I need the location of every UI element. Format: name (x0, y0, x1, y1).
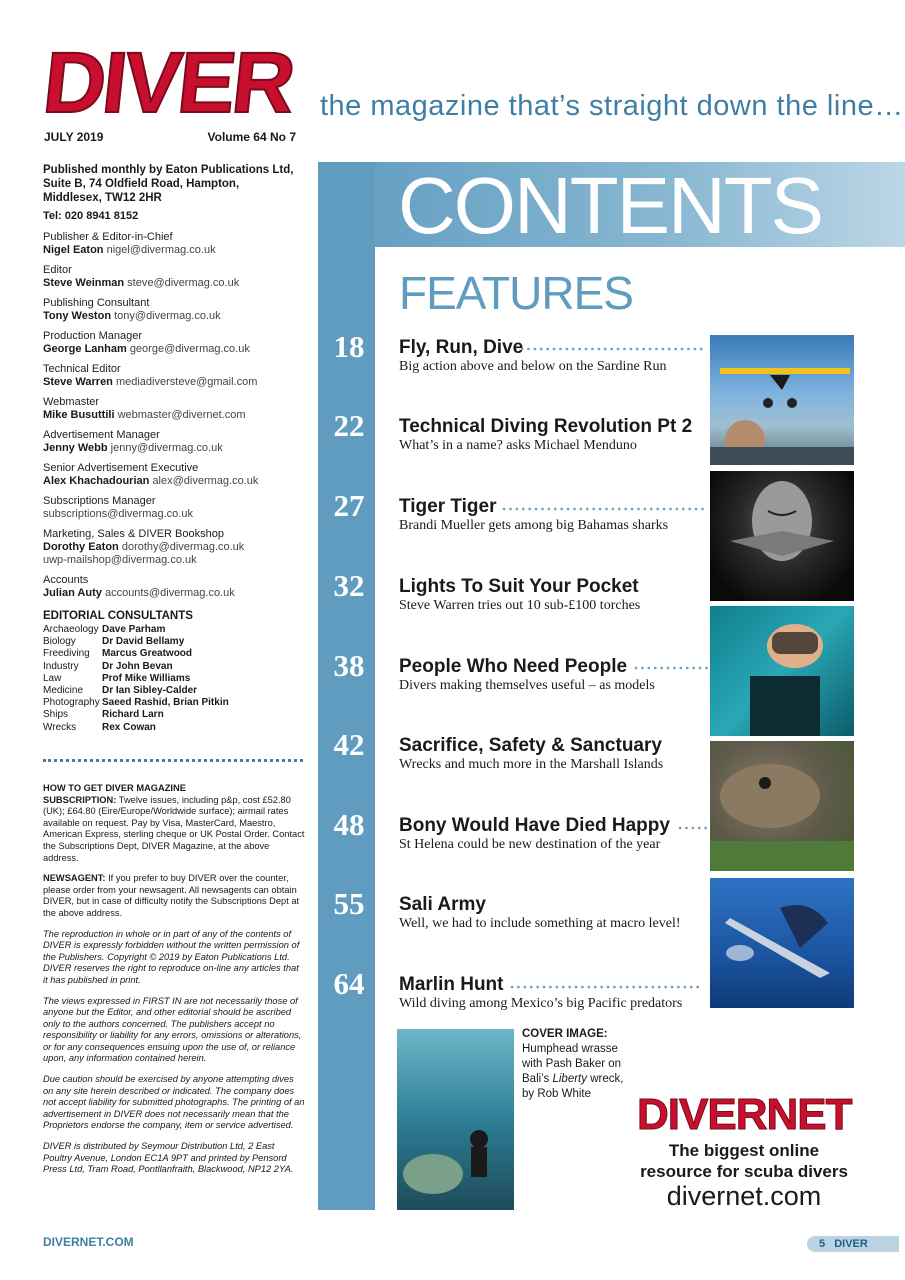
cover-line: by Rob White (522, 1088, 592, 1100)
divernet-tag-line: resource for scuba divers (640, 1162, 848, 1181)
article-title: Bony Would Have Died Happy (399, 815, 670, 836)
consultant-field: Biology (43, 636, 76, 648)
consultant-name: Rex Cowan (102, 721, 156, 733)
consultant-name: Dave Parham (102, 624, 166, 635)
reproduction-notice: The reproduction in whole or in part of any of the contents of DIVER is expressly forbidden without the written permission of the Publishers. Copyright © 2019 by Eaton Publications Ltd. DIVER reserves the right to reproduce on-line any articles that it has published in print. (43, 928, 300, 985)
newsagent-label: NEWSAGENT: (43, 873, 106, 884)
staff-role: Webmaster (43, 396, 100, 408)
consultant-field: Ships (43, 709, 69, 721)
article-title: People Who Need People (399, 656, 628, 677)
divernet-tagline (630, 1140, 858, 1182)
article-subtitle: What’s in a name? asks Michael Menduno (399, 438, 637, 453)
page-number: 48 (333, 807, 365, 842)
editorial-consultants-title: EDITORIAL CONSULTANTS (43, 610, 193, 622)
staff-name: Alex Khachadourian (43, 475, 150, 487)
staff-name: Nigel Eaton (43, 244, 104, 256)
issue-date: JULY 2019 (44, 130, 104, 144)
page-number: 42 (333, 727, 365, 762)
shark-illustration (710, 471, 854, 601)
consultant-name: Richard Larn (102, 709, 164, 721)
consultant-field: Freediving (43, 648, 90, 660)
article-title: Sali Army (399, 894, 486, 915)
staff-name: Jenny Webb (43, 442, 108, 454)
cover-line: with Pash Baker on (522, 1058, 622, 1070)
page-number: 32 (333, 568, 365, 603)
publisher-tel: Tel: 020 8941 8152 (43, 210, 139, 222)
consultant-name: Marcus Greatwood (102, 648, 193, 660)
consultant-name: Dr David Bellamy (102, 636, 185, 648)
page-number: 64 (333, 966, 365, 1001)
diver-illustration (710, 606, 854, 736)
staff-email[interactable]: jenny@divermag.co.uk (110, 442, 223, 454)
staff-email[interactable]: accounts@divermag.co.uk (104, 587, 235, 599)
consultant-field: Law (43, 672, 62, 684)
staff-email[interactable]: tony@divermag.co.uk (114, 310, 221, 322)
staff-name: Mike Busuttili (43, 409, 115, 421)
cover-image-photo (397, 1029, 514, 1210)
consultant-name: Dr Ian Sibley-Calder (102, 685, 198, 697)
views-notice: The views expressed in FIRST IN are not necessarily those of anyone but the Editor, and other editorial should be ascribed only to the authors concerned. The publishers accept no responsibility or liability for any errors, omissions or alterations, or for any consequences ensuing upon the use of, or reliance upon, any information contained herein. (43, 995, 302, 1064)
article-title: Tiger Tiger (399, 496, 497, 517)
article-subtitle: Big action above and below on the Sardine Run (399, 359, 667, 374)
divernet-tag-line: The biggest online (668, 1141, 820, 1160)
staff-name: Steve Warren (43, 376, 113, 388)
article-subtitle: Steve Warren tries out 10 sub-£100 torches (399, 598, 641, 613)
folio-logo: DIVER (834, 1238, 868, 1250)
caution-notice: Due caution should be exercised by anyone attempting dives on any site herein described or indicated. The company does not accept liability for submitted photographs. The printing of an advertisement in DIVER does not necessarily mean that the Proprietors endorse the company, item or service advertised. (43, 1074, 305, 1131)
staff-email[interactable]: webmaster@divernet.com (117, 409, 246, 421)
staff-email[interactable]: nigel@divermag.co.uk (106, 244, 216, 256)
staff-role: Subscriptions Manager (43, 495, 156, 507)
marlin-photo (710, 878, 854, 1008)
how-to-get-title: HOW TO GET DIVER MAGAZINE (43, 783, 186, 793)
features-heading: FEATURES (399, 267, 633, 319)
newsagent-text: If you prefer to buy DIVER over the counter, please order from your newsagent. All newsagents can obtain DIVER, but in case of difficulty notify the Subscriptions Dept at the above address. (43, 873, 300, 918)
staff-role: Editor (43, 264, 72, 276)
consultant-field: Medicine (43, 685, 84, 697)
staff-email[interactable]: dorothy@divermag.co.uk (121, 541, 245, 553)
giant-tortoise-photo (710, 741, 854, 871)
diver-logo: DIVER (38, 35, 297, 131)
page-number: 22 (333, 408, 365, 443)
article-subtitle: Wrecks and much more in the Marshall Islands (399, 757, 664, 772)
cover-heading: COVER IMAGE: (522, 1028, 608, 1040)
staff-role: Publishing Consultant (43, 297, 150, 309)
staff-email[interactable]: mediadiversteve@gmail.com (115, 376, 258, 388)
subscription-text: Twelve issues, including p&p, cost £52.80 (UK); £64.80 (Eire/Europe/Worldwide surface); airmail rates available on request. Pay by Visa, MasterCard, Maestro, American Express, sterling cheque or UK Postal Order. Contact the Subscriptions Dept, DIVER Magazine, at the above address. (43, 794, 305, 863)
article-subtitle: Well, we had to include something at macro level! (399, 916, 681, 931)
distribution-notice: DIVER is distributed by Seymour Distribution Ltd, 2 East Poultry Avenue, London EC1A 9PT and printed by Pensord Press Ltd, Tram Road, Pontllanfraith, Blackwood, NP12 2YA. (43, 1141, 294, 1175)
staff-name: Julian Auty (43, 587, 102, 599)
divernet-logo[interactable]: DIVERNET (637, 1090, 852, 1139)
plane-illustration (710, 335, 854, 465)
cover-caption (522, 1027, 632, 1102)
issue-volume: Volume 64 No 7 (207, 130, 296, 144)
consultant-name: Prof Mike Williams (102, 672, 191, 684)
staff-email[interactable]: steve@divermag.co.uk (127, 277, 240, 289)
staff-name: George Lanham (43, 343, 127, 355)
article-title: Fly, Run, Dive (399, 337, 524, 358)
staff-role: Production Manager (43, 330, 143, 342)
publisher-line2: Suite B, 74 Oldfield Road, Hampton, (43, 178, 240, 190)
cover-line (522, 1072, 632, 1087)
staff-email[interactable]: subscriptions@divermag.co.uk (43, 508, 193, 520)
article-title: Lights To Suit Your Pocket (399, 576, 639, 597)
page-number: 5 (819, 1238, 826, 1250)
diver-model-photo (710, 606, 854, 736)
tiger-shark-photo (710, 471, 854, 601)
article-subtitle: St Helena could be new destination of the year (399, 837, 661, 852)
cover-wreck-name: Liberty (552, 1073, 587, 1085)
article-subtitle: Wild diving among Mexico’s big Pacific predators (399, 996, 683, 1011)
staff-name: Steve Weinman (43, 277, 125, 289)
consultant-field: Wrecks (43, 721, 77, 733)
page-number: 27 (333, 488, 365, 523)
staff-email-secondary[interactable]: uwp-mailshop@divermag.co.uk (43, 554, 197, 566)
marlin-illustration (710, 878, 854, 1008)
divernet-footer-link[interactable]: DIVERNET.COM (43, 1235, 134, 1249)
article-title: Sacrifice, Safety & Sanctuary (399, 735, 662, 756)
staff-role: Advertisement Manager (43, 429, 160, 441)
consultant-name: Saeed Rashid, Brian Pitkin (102, 697, 229, 709)
page-number: 55 (333, 886, 365, 921)
staff-email[interactable]: george@divermag.co.uk (129, 343, 250, 355)
consultant-field: Industry (43, 660, 79, 672)
wrasse-illustration (397, 1029, 514, 1210)
staff-email[interactable]: alex@divermag.co.uk (152, 475, 259, 487)
cover-line: Humphead wrasse (522, 1043, 618, 1055)
divernet-url[interactable]: divernet.com (666, 1181, 822, 1211)
publisher-line3: Middlesex, TW12 2HR (43, 192, 162, 204)
article-subtitle: Brandi Mueller gets among big Bahamas sharks (399, 518, 669, 533)
staff-name: Tony Weston (43, 310, 112, 322)
microlight-plane-photo (710, 335, 854, 465)
tortoise-illustration (710, 741, 854, 871)
consultant-name: Dr John Bevan (102, 660, 173, 672)
consultant-field: Archaeology (43, 624, 99, 635)
article-title: Technical Diving Revolution Pt 2 (399, 416, 693, 437)
contents-title: CONTENTS (398, 161, 822, 250)
staff-role: Publisher & Editor-in-Chief (43, 231, 173, 243)
staff-role: Marketing, Sales & DIVER Bookshop (43, 528, 224, 540)
cover-text-fragment: Bali’s (522, 1073, 553, 1085)
staff-role: Technical Editor (43, 363, 121, 375)
staff-role: Senior Advertisement Executive (43, 462, 199, 474)
subscription-label: SUBSCRIPTION: (43, 794, 117, 805)
publisher-line1: Published monthly by Eaton Publications Ltd, (43, 164, 294, 176)
cover-text-fragment: wreck, (587, 1073, 624, 1085)
consultant-field: Photography (43, 697, 100, 709)
staff-role: Accounts (43, 574, 89, 586)
page-number: 38 (333, 648, 365, 683)
page-number: 18 (333, 329, 365, 364)
tagline: the magazine that’s straight down the line… (320, 90, 904, 122)
staff-name: Dorothy Eaton (43, 541, 119, 553)
article-subtitle: Divers making themselves useful – as models (399, 678, 655, 693)
article-title: Marlin Hunt (399, 974, 504, 995)
